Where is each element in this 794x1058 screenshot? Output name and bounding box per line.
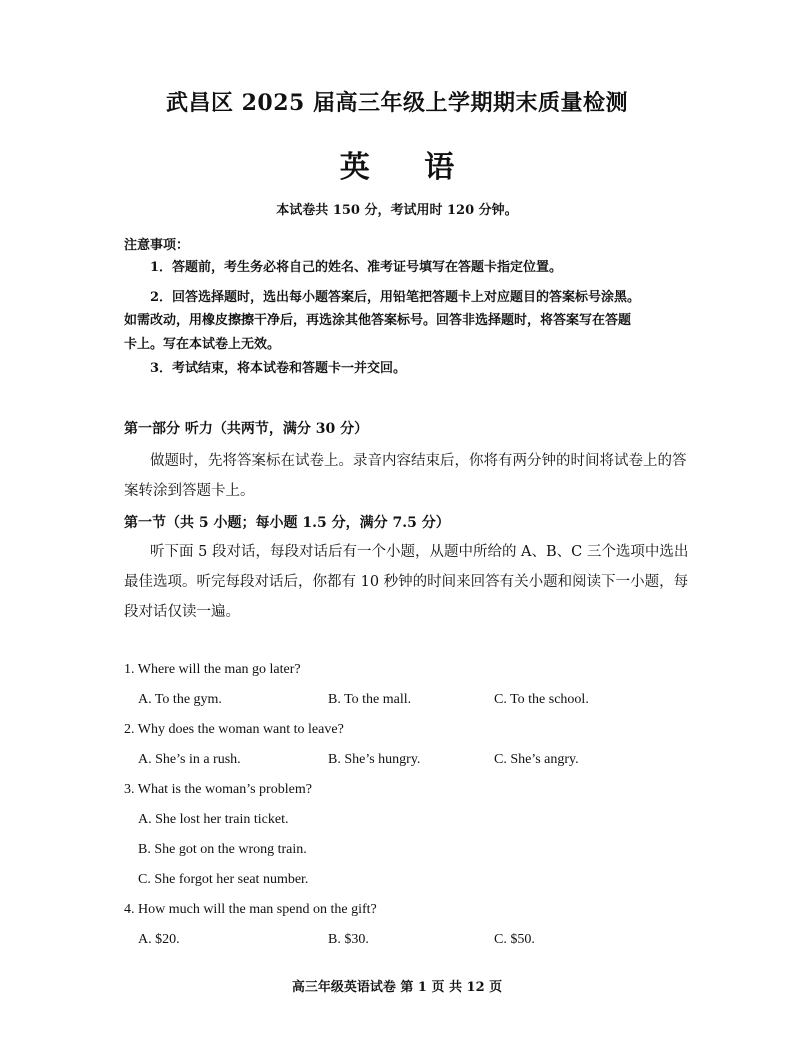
question-2-option-b: B. She’s hungry. — [328, 752, 421, 767]
question-1-option-c: C. To the school. — [494, 692, 589, 707]
question-3-stem: 3. What is the woman’s problem? — [124, 782, 312, 797]
section1-instructions-line-1: 听下面 5 段对话，每段对话后有一个小题，从题中所给的 A、B、C 三个选项中选出 — [150, 544, 689, 560]
question-4-option-c: C. $50. — [494, 932, 535, 947]
score-info: 本试卷共 150 分，考试用时 120 分钟。 — [276, 203, 518, 218]
section1-heading: 第一节（共 5 小题；每小题 1.5 分，满分 7.5 分） — [124, 515, 450, 531]
question-2-option-c: C. She’s angry. — [494, 752, 579, 767]
note-item-2-line-3: 卡上。写在本试卷上无效。 — [124, 337, 281, 352]
question-3-option-b: B. She got on the wrong train. — [138, 842, 307, 857]
subject-title: 英 语 — [339, 150, 477, 185]
part1-heading: 第一部分 听力（共两节，满分 30 分） — [124, 421, 369, 437]
note-item-2-line-2: 如需改动，用橡皮擦擦干净后，再选涂其他答案标号。回答非选择题时，将答案写在答题 — [124, 313, 632, 328]
question-3-option-c: C. She forgot her seat number. — [138, 872, 309, 887]
part1-intro-line-2: 案转涂到答题卡上。 — [124, 483, 255, 499]
note-item-3: 3．考试结束，将本试卷和答题卡一并交回。 — [150, 361, 407, 376]
part1-intro-line-1: 做题时，先将答案标在试卷上。录音内容结束后，你将有两分钟的时间将试卷上的答 — [150, 453, 687, 469]
question-1-option-b: B. To the mall. — [328, 692, 412, 707]
note-item-2-line-1: 2．回答选择题时，选出每小题答案后，用铅笔把答题卡上对应题目的答案标号涂黑。 — [150, 290, 641, 305]
question-1-stem: 1. Where will the man go later? — [124, 662, 301, 677]
note-item-1: 1．答题前，考生务必将自己的姓名、准考证号填写在答题卡指定位置。 — [150, 260, 563, 275]
section1-instructions-line-3: 段对话仅读一遍。 — [124, 604, 240, 620]
question-4-option-a: A. $20. — [138, 932, 180, 947]
question-4-stem: 4. How much will the man spend on the gift? — [124, 902, 377, 917]
question-4-option-b: B. $30. — [328, 932, 369, 947]
question-2-stem: 2. Why does the woman want to leave? — [124, 722, 344, 737]
question-2-option-a: A. She’s in a rush. — [138, 752, 241, 767]
exam-title: 武昌区 2025 届高三年级上学期期末质量检测 — [165, 90, 629, 116]
section1-instructions-line-2: 最佳选项。听完每段对话后，你都有 10 秒钟的时间来回答有关小题和阅读下一小题，每 — [124, 574, 689, 590]
question-3-option-a: A. She lost her train ticket. — [138, 812, 289, 827]
page-footer: 高三年级英语试卷 第 1 页 共 12 页 — [291, 980, 503, 995]
notes-heading: 注意事项： — [124, 238, 190, 253]
question-1-option-a: A. To the gym. — [138, 692, 222, 707]
